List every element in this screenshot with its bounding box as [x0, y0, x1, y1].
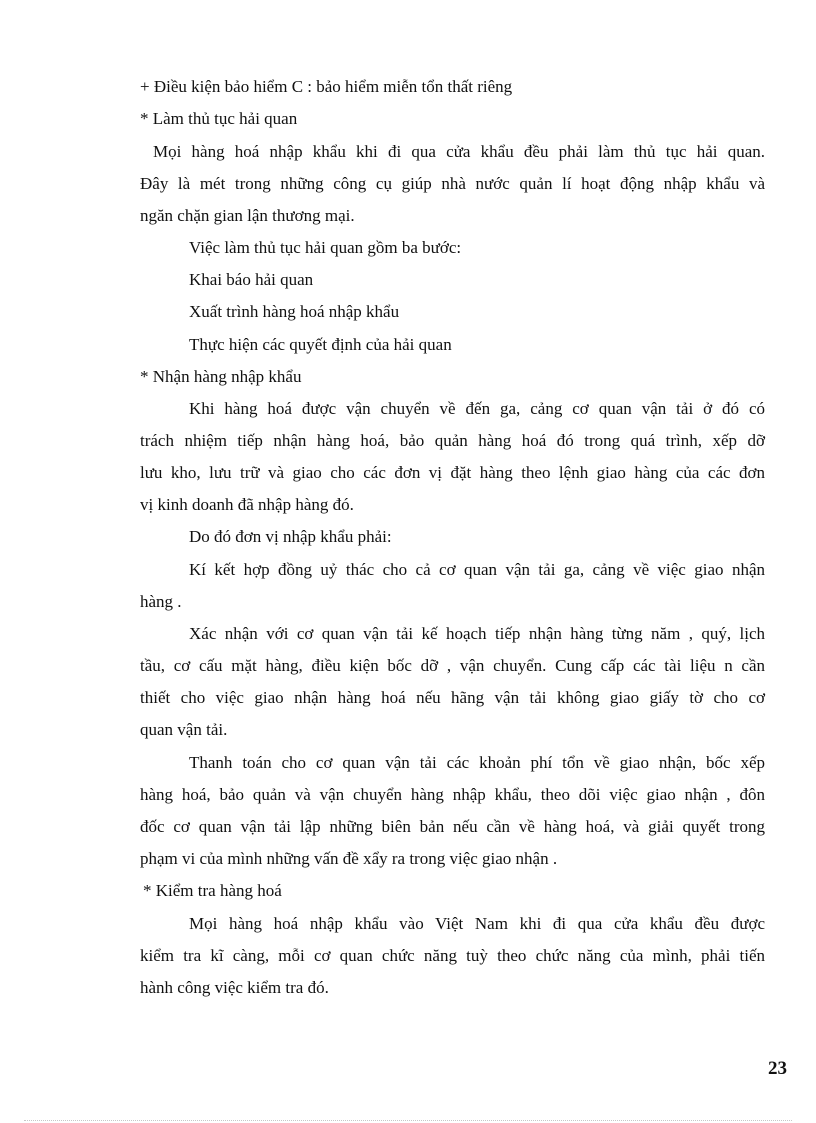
paragraph-line: vị kinh doanh đã nhập hàng đó. — [140, 495, 354, 514]
paragraph-line: quan vận tải. — [140, 720, 228, 739]
list-item-implement-decisions: Thực hiện các quyết định của hải quan — [189, 335, 452, 354]
footer-divider — [24, 1120, 792, 1121]
list-item-customs-declaration: Khai báo hải quan — [189, 270, 314, 289]
paragraph-line: Khi hàng hoá được vận chuyển về đến ga, cảng cơ quan vận tải ở đó có — [189, 399, 765, 418]
section-heading-customs-procedures: * Làm thủ tục hải quan — [140, 109, 298, 128]
paragraph-line: hành công việc kiểm tra đó. — [140, 978, 329, 997]
list-item-present-goods: Xuất trình hàng hoá nhập khẩu — [189, 302, 400, 321]
paragraph-line: Do đó đơn vị nhập khẩu phải: — [189, 527, 392, 546]
paragraph-line: kiểm tra kĩ càng, mỗi cơ quan chức năng tuỳ theo chức năng của mình, phải tiến — [140, 946, 765, 965]
paragraph-line: hàng hoá, bảo quản và vận chuyển hàng nhập khẩu, theo dõi việc giao nhận , đôn — [140, 785, 765, 804]
paragraph-line: lưu kho, lưu trữ và giao cho các đơn vị đặt hàng theo lệnh giao hàng của các đơn — [140, 463, 765, 482]
paragraph-line: phạm vi của mình những vấn đề xẩy ra trong việc giao nhận . — [140, 849, 558, 868]
paragraph-line: thiết cho việc giao nhận hàng hoá nếu hãng vận tải không giao giấy tờ cho cơ — [140, 688, 765, 707]
paragraph-line: ngăn chặn gian lận thương mại. — [140, 206, 355, 225]
text-line-insurance-condition-c: + Điều kiện bảo hiểm C : bảo hiểm miễn tổn thất riêng — [140, 77, 513, 96]
paragraph-line: Thanh toán cho cơ quan vận tải các khoản phí tổn về giao nhận, bốc xếp — [189, 753, 765, 772]
paragraph-line: Kí kết hợp đồng uỷ thác cho cả cơ quan vận tải ga, cảng về việc giao nhận — [189, 560, 765, 579]
section-heading-inspect-goods: * Kiểm tra hàng hoá — [143, 881, 282, 900]
paragraph-line: hàng . — [140, 592, 182, 611]
paragraph-line: Xác nhận với cơ quan vận tải kế hoạch tiếp nhận hàng từng năm , quý, lịch — [189, 624, 765, 643]
paragraph-line: Mọi hàng hoá nhập khẩu vào Việt Nam khi đi qua cửa khẩu đều được — [189, 914, 765, 933]
page-number: 23 — [768, 1058, 787, 1079]
paragraph-line: trách nhiệm tiếp nhận hàng hoá, bảo quản hàng hoá đó trong quá trình, xếp dỡ — [140, 431, 765, 450]
paragraph-line: đốc cơ quan vận tải lập những biên bản nếu cần về hàng hoá, và giải quyết trong — [140, 817, 765, 836]
paragraph-line: Đây là mét trong những công cụ giúp nhà nước quản lí hoạt động nhập khẩu và — [140, 174, 765, 193]
paragraph-line: Việc làm thủ tục hải quan gồm ba bước: — [189, 238, 462, 257]
paragraph-line: tầu, cơ cấu mặt hàng, điều kiện bốc dỡ , vận chuyển. Cung cấp các tài liệu n cần — [140, 656, 765, 675]
paragraph-line: Mọi hàng hoá nhập khẩu khi đi qua cửa khẩu đều phải làm thủ tục hải quan. — [153, 142, 765, 161]
section-heading-receive-goods: * Nhận hàng nhập khẩu — [140, 367, 302, 386]
